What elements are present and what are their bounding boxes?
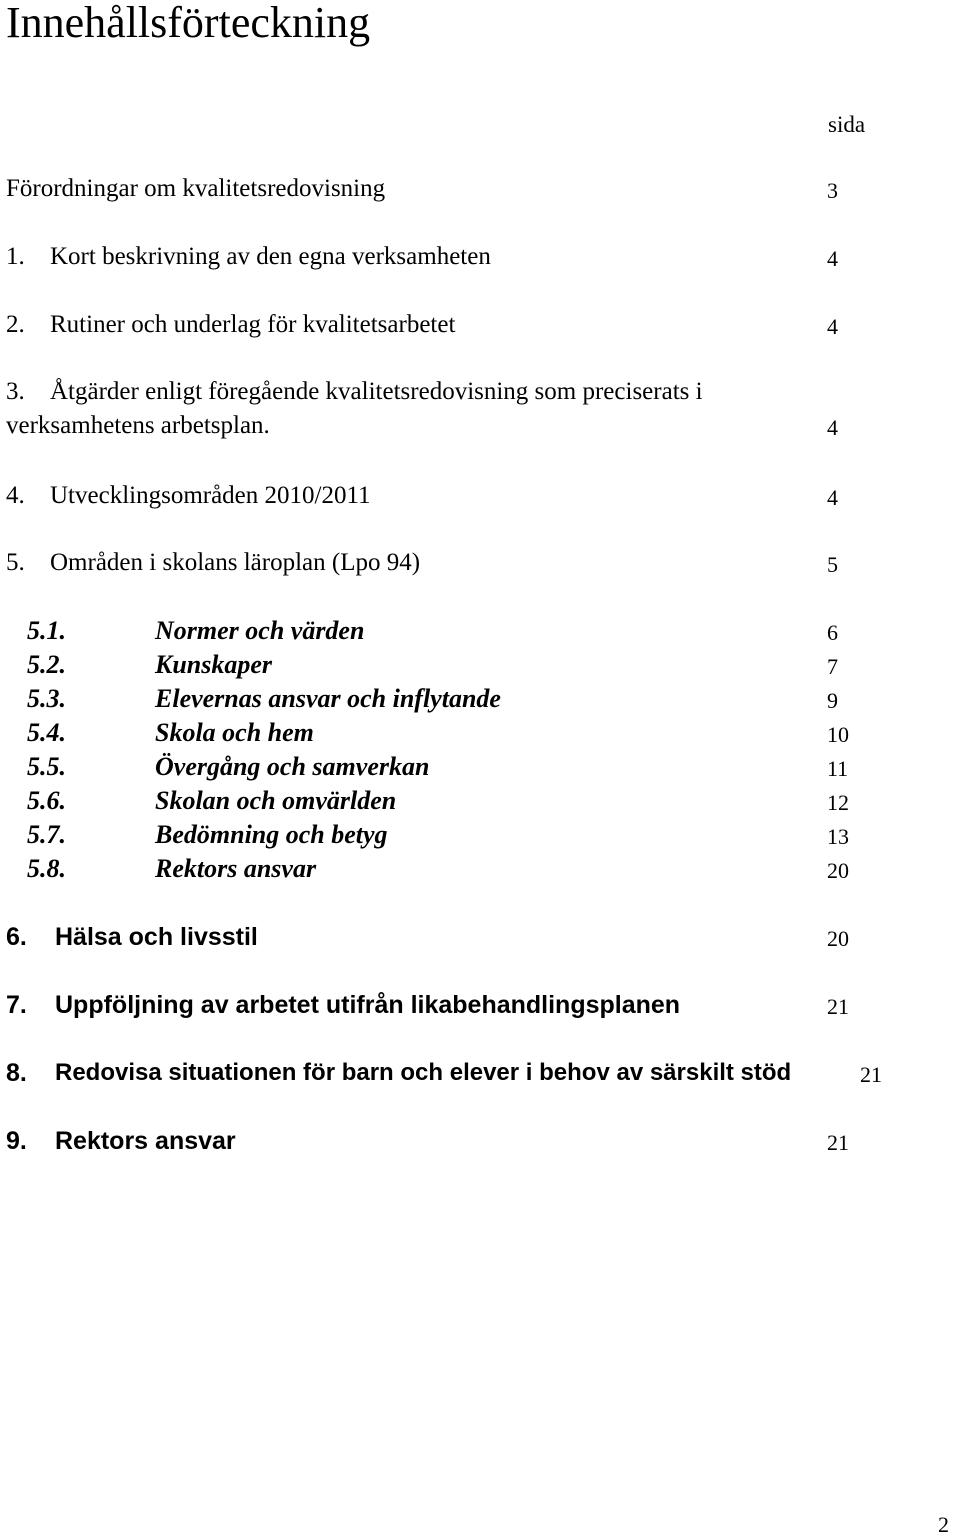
toc-entry-page: 4: [827, 485, 838, 510]
toc-entry-text: Rutiner och underlag för kvalitetsarbetet: [50, 311, 456, 338]
toc-entry-text: Kort beskrivning av den egna verksamheten: [50, 243, 491, 270]
toc-entry-page: 20: [827, 926, 849, 951]
toc-entry-page: 5: [827, 552, 838, 577]
toc-subentry-page: 13: [827, 824, 849, 849]
toc-entry-text: Uppföljning av arbetet utifrån likabehandlingsplanen: [55, 991, 681, 1019]
toc-subentry-text: Bedömning och betyg: [155, 820, 388, 849]
toc-entry-number: 1.: [6, 243, 25, 270]
toc-subentry-page: 20: [827, 858, 849, 883]
page-title: Innehållsförteckning: [6, 0, 371, 47]
toc-subentry-page: 7: [827, 654, 838, 679]
toc-subentry-number: 5.8.: [27, 854, 66, 883]
toc-entry-page: 4: [827, 246, 838, 271]
toc-entry-page: 21: [827, 994, 849, 1019]
toc-subentry-text: Kunskaper: [155, 650, 273, 679]
footer-page-number: 2: [938, 1512, 949, 1537]
toc-entry-number: 3.: [6, 378, 25, 405]
toc-subentry-page: 10: [827, 722, 849, 747]
toc-entry-number: 6.: [6, 923, 27, 951]
toc-subentry-number: 5.7.: [27, 820, 66, 849]
toc-subentry-number: 5.3.: [27, 684, 66, 713]
toc-entry-text: Utvecklingsområden 2010/2011: [50, 482, 371, 509]
toc-entry-number: 7.: [6, 991, 27, 1019]
page-column-label: sida: [828, 112, 866, 137]
toc-entry-text: Hälsa och livsstil: [55, 923, 258, 951]
toc-entry-text: Åtgärder enligt föregående kvalitetsredovisning som preciserats i: [50, 378, 703, 405]
toc-subentry-number: 5.5.: [27, 752, 66, 781]
toc-subentry-page: 9: [827, 688, 838, 713]
toc-entry-page: 4: [827, 314, 838, 339]
toc-entry-number: 8.: [6, 1059, 27, 1087]
toc-entry-text: Rektors ansvar: [55, 1127, 236, 1155]
toc-entry-page: 21: [860, 1062, 882, 1087]
toc-entry-text-continued: verksamhetens arbetsplan.: [6, 412, 270, 439]
toc-subentry-text: Skola och hem: [155, 718, 314, 747]
toc-entry-page: 21: [827, 1130, 849, 1155]
toc-subentry-text: Normer och värden: [155, 616, 365, 645]
toc-subentry-page: 6: [827, 620, 838, 645]
toc-entry-text: Redovisa situationen för barn och elever i behov av särskilt stöd: [55, 1059, 792, 1086]
toc-subentry-page: 11: [827, 756, 849, 781]
toc-subentry-number: 5.4.: [27, 718, 66, 747]
toc-entry-number: 2.: [6, 311, 25, 338]
toc-entry-text: Förordningar om kvalitetsredovisning: [6, 175, 386, 202]
toc-subentry-page: 12: [827, 790, 849, 815]
toc-subentry-text: Övergång och samverkan: [155, 752, 430, 781]
toc-subentry-number: 5.1.: [27, 616, 66, 645]
toc-entry-number: 9.: [6, 1127, 27, 1155]
toc-subentry-number: 5.6.: [27, 786, 66, 815]
toc-subentry-number: 5.2.: [27, 650, 66, 679]
toc-subentry-text: Elevernas ansvar och inflytande: [155, 684, 501, 713]
toc-entry-number: 4.: [6, 482, 25, 509]
toc-subentry-text: Skolan och omvärlden: [155, 786, 397, 815]
toc-entry-number: 5.: [6, 549, 25, 576]
toc-entry-page: 3: [827, 178, 838, 203]
toc-subentry-text: Rektors ansvar: [155, 854, 317, 883]
toc-entry-page: 4: [827, 415, 838, 440]
toc-entry-text: Områden i skolans läroplan (Lpo 94): [50, 549, 421, 576]
